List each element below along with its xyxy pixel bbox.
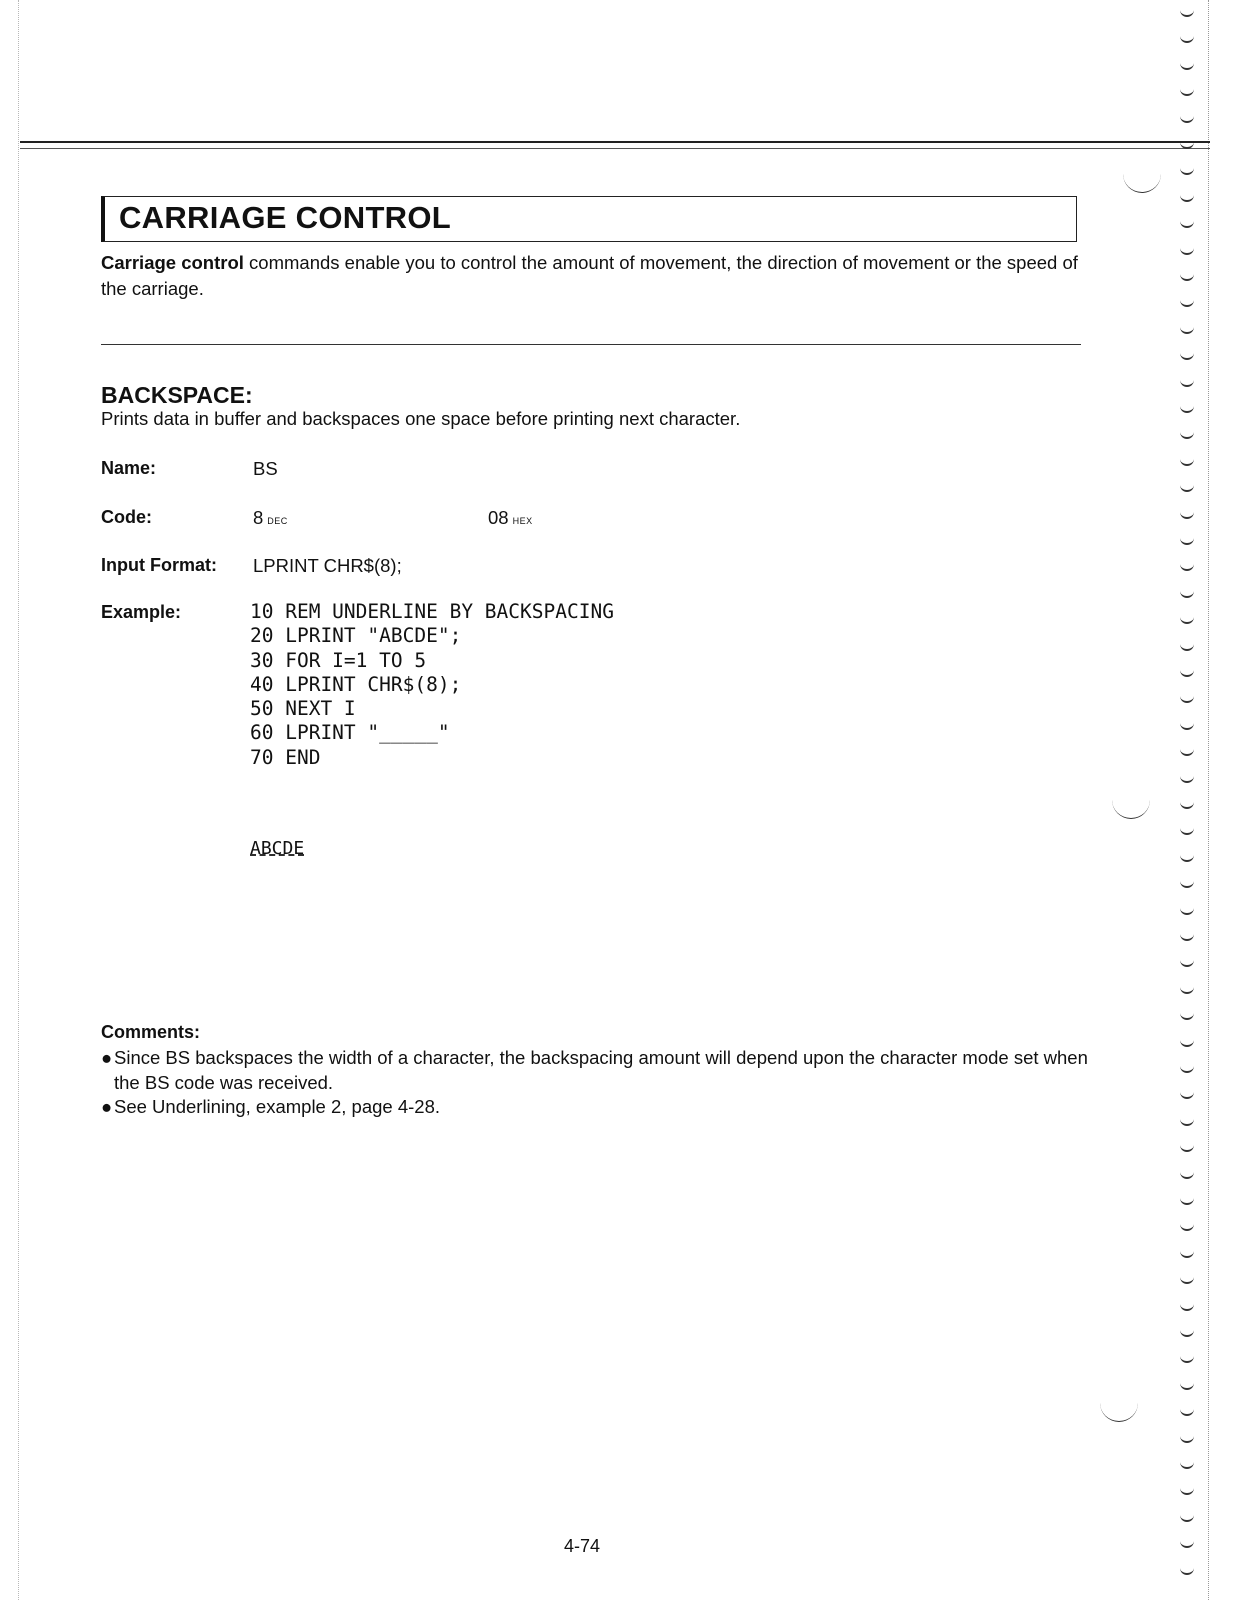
perforation-mark [1180, 747, 1194, 756]
perforation-mark [1180, 1486, 1194, 1495]
perforation-mark [1180, 87, 1194, 96]
comments-list [101, 1046, 1091, 1120]
section-divider [101, 344, 1081, 345]
comment-text: See Underlining, example 2, page 4-28. [114, 1096, 441, 1117]
comment-item [101, 1046, 1091, 1095]
dec-unit: DEC [267, 516, 288, 526]
perforation-mark [1180, 1222, 1194, 1231]
code-line: 10 REM UNDERLINE BY BACKSPACING [250, 600, 614, 623]
code-hex-value [488, 507, 533, 529]
binder-hole-mark [1100, 1403, 1138, 1422]
bullet-icon: ● [101, 1047, 113, 1068]
comment-item [101, 1095, 1091, 1120]
perforation-mark [1180, 694, 1194, 703]
perforation-mark [1180, 404, 1194, 413]
input-format-value: LPRINT CHR$(8); [253, 555, 402, 576]
header-rule-thin [20, 148, 1210, 149]
perforation-mark [1180, 430, 1194, 439]
perforation-mark [1180, 34, 1194, 43]
intro-bold-term: Carriage control [101, 252, 244, 273]
perforation-mark [1180, 642, 1194, 651]
code-dec-number: 8 [253, 507, 264, 528]
perforation-mark [1180, 1038, 1194, 1047]
perforation-mark [1180, 1328, 1194, 1337]
perforation-mark [1180, 536, 1194, 545]
header-rule [20, 141, 1210, 143]
command-title: BACKSPACE: [101, 382, 253, 408]
perforation-mark [1180, 457, 1194, 466]
perforation-mark [1180, 958, 1194, 967]
perforation-mark [1180, 1354, 1194, 1363]
section-header-box [101, 196, 1077, 242]
perforation-mark [1180, 906, 1194, 915]
perforation-mark [1180, 325, 1194, 334]
bullet-icon: ● [101, 1096, 113, 1117]
binder-perforation-column [1180, 0, 1200, 1600]
perforation-mark [1180, 615, 1194, 624]
code-hex-number: 08 [488, 507, 509, 528]
name-value: BS [253, 458, 278, 479]
code-line: 40 LPRINT CHR$(8); [250, 672, 462, 696]
section-title: CARRIAGE CONTROL [119, 200, 452, 235]
perforation-mark [1180, 246, 1194, 255]
perforation-mark [1180, 114, 1194, 123]
perforation-mark [1180, 985, 1194, 994]
perforation-mark [1180, 166, 1194, 175]
code-dec-value [253, 507, 288, 529]
perforation-mark [1180, 1064, 1194, 1073]
perforation-mark [1180, 378, 1194, 387]
perforation-mark [1180, 1539, 1194, 1548]
perforation-mark [1180, 668, 1194, 677]
perforation-mark [1180, 1011, 1194, 1020]
perforation-mark [1180, 1090, 1194, 1099]
perforation-mark [1180, 1460, 1194, 1469]
perforation-mark [1180, 483, 1194, 492]
perforation-mark [1180, 562, 1194, 571]
name-label: Name: [101, 458, 157, 478]
perforation-mark [1180, 932, 1194, 941]
code-line: 60 LPRINT "_____" [250, 721, 450, 745]
perforation-mark [1180, 1513, 1194, 1522]
perforation-mark [1180, 1566, 1194, 1575]
example-output: ABCDE [250, 838, 305, 859]
perforation-mark [1180, 1407, 1194, 1416]
perforation-mark [1180, 1143, 1194, 1152]
perforation-mark [1180, 774, 1194, 783]
perforation-mark [1180, 510, 1194, 519]
section-intro [101, 250, 1091, 302]
binder-hole-mark [1123, 174, 1161, 193]
perforation-mark [1180, 193, 1194, 202]
perforation-mark [1180, 826, 1194, 835]
perforation-mark [1180, 721, 1194, 730]
code-line: 70 END [250, 745, 321, 769]
perforation-mark [1180, 272, 1194, 281]
perforation-mark [1180, 1170, 1194, 1179]
perforation-mark [1180, 61, 1194, 70]
perforation-mark [1180, 1275, 1194, 1284]
hex-unit: HEX [512, 516, 533, 526]
perforation-mark [1180, 219, 1194, 228]
command-description: Prints data in buffer and backspaces one space before printing next character. [101, 408, 741, 429]
perforation-mark [1180, 1434, 1194, 1443]
page-number: 4-74 [564, 1536, 601, 1556]
perforation-mark [1180, 879, 1194, 888]
perforation-mark [1180, 589, 1194, 598]
code-line: 50 NEXT I [250, 697, 356, 721]
code-line: 20 LPRINT "ABCDE"; [250, 624, 462, 648]
binder-hole-mark [1112, 800, 1150, 819]
input-format-label: Input Format: [101, 555, 217, 575]
perforation-mark [1180, 351, 1194, 360]
perforation-mark [1180, 140, 1194, 149]
perforation-mark [1180, 1302, 1194, 1311]
perforation-mark [1180, 1196, 1194, 1205]
perforation-mark [1180, 1381, 1194, 1390]
code-line: 30 FOR I=1 TO 5 [250, 648, 427, 672]
intro-text: commands enable you to control the amount of movement, the direction of movement or the speed of the carriage. [101, 252, 1078, 299]
perforation-mark [1180, 1249, 1194, 1258]
example-label: Example: [101, 602, 182, 622]
code-label: Code: [101, 507, 152, 527]
page-left-edge [18, 0, 19, 1600]
perforation-mark [1180, 800, 1194, 809]
page-right-edge [1208, 0, 1209, 1600]
perforation-mark [1180, 1117, 1194, 1126]
example-code-block [250, 600, 614, 770]
perforation-mark [1180, 8, 1194, 17]
comments-label: Comments: [101, 1022, 201, 1042]
comment-text: Since BS backspaces the width of a character, the backspacing amount will depend upon the character mode set when the BS code was received. [114, 1047, 1088, 1093]
perforation-mark [1180, 853, 1194, 862]
perforation-mark [1180, 298, 1194, 307]
